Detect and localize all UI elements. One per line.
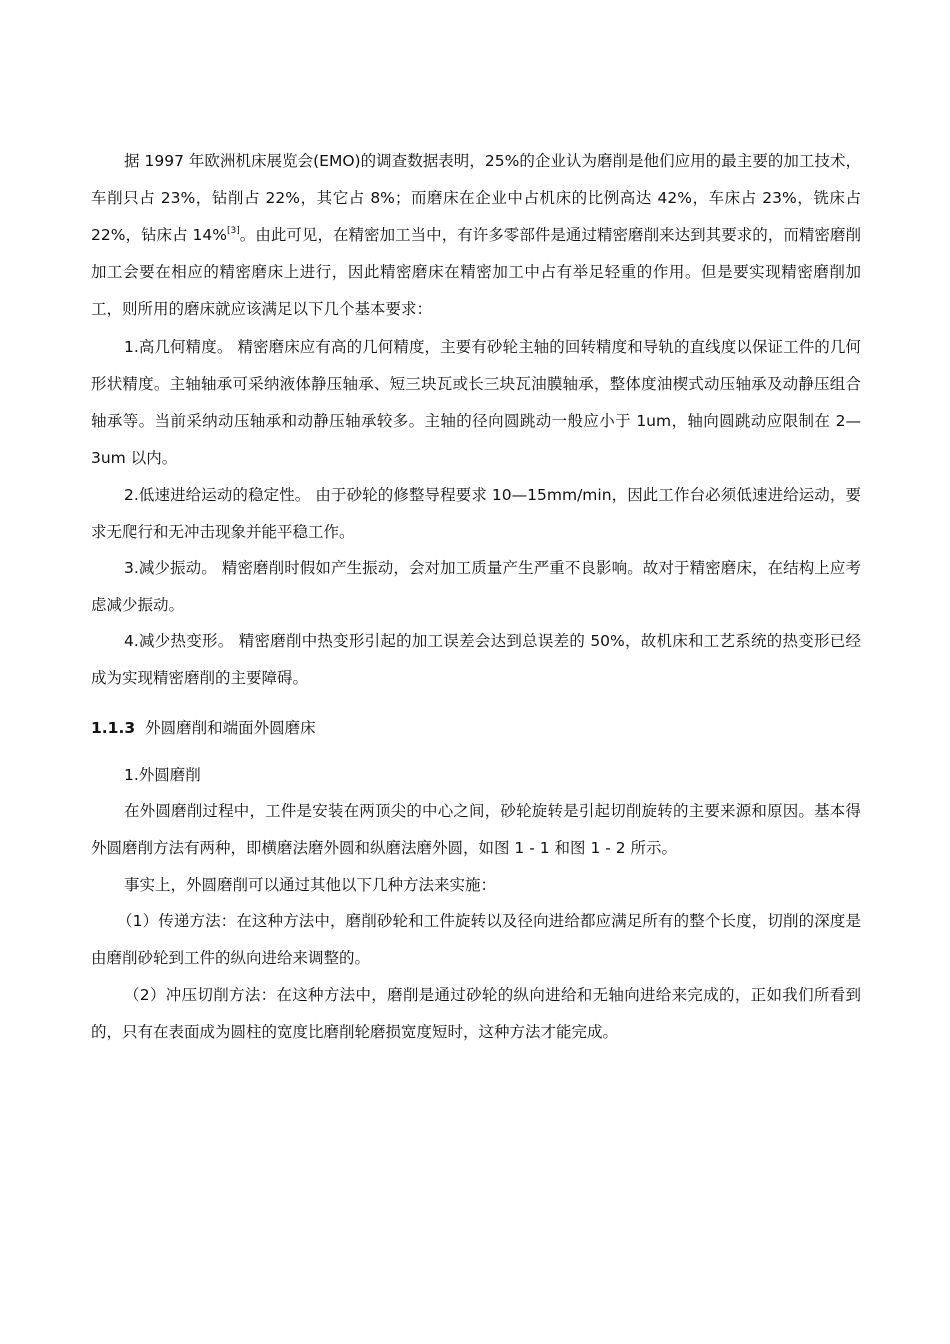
requirement-paragraph-4: 4.减少热变形。 精密磨削中热变形引起的加工误差会达到总误差的 50%，故机床和工艺系统的热变形已经成为实现精密磨削的主要障碍。 — [91, 632, 861, 687]
methods-intro: 事实上，外圆磨削可以通过其他以下几种方法来实施： — [124, 876, 497, 894]
citation-ref[interactable]: [3] — [227, 226, 240, 236]
intro-paragraph — [91, 143, 861, 328]
intro-text-part2: 。由此可见，在精密加工当中，有许多零部件是通过精密磨削来达到其要求的，而精密磨削加工会要在相应的精密磨床上进行，因此精密磨床在精密加工中占有举足轻重的作用。但是要实现精密磨削加工，则所用的磨床就应该满足以下几个基本要求： — [91, 226, 861, 318]
requirement-paragraph-3: 3.减少振动。 精密磨削时假如产生振动，会对加工质量产生严重不良影响。故对于精密磨床，在结构上应考虑减少振动。 — [91, 559, 861, 614]
requirement-paragraph-1: 1.高几何精度。 精密磨床应有高的几何精度，主要有砂轮主轴的回转精度和导轨的直线度以保证工件的几何形状精度。主轴轴承可采纳液体静压轴承、短三块瓦或长三块瓦油膜轴承，整体度油楔式动压轴承及动静压组合轴承等。当前采纳动压轴承和动静压轴承较多。主轴的径向圆跳动一般应小于 1um，轴向圆跳动应限制在 2—3um 以内。 — [91, 338, 861, 467]
method-1-paragraph: （1）传递方法：在这种方法中，磨削砂轮和工件旋转以及径向进给都应满足所有的整个长度，切削的深度是由磨削砂轮到工件的纵向进给来调整的。 — [91, 912, 861, 967]
method-2-paragraph: （2）冲压切削方法：在这种方法中，磨削是通过砂轮的纵向进给和无轴向进给来完成的，正如我们所看到的，只有在表面成为圆柱的宽度比磨削轮磨损宽度短时，这种方法才能完成。 — [91, 986, 861, 1041]
grinding-paragraph: 在外圆磨削过程中，工件是安装在两顶尖的中心之间，砂轮旋转是引起切削旋转的主要来源和原因。基本得外圆磨削方法有两种，即横磨法磨外圆和纵磨法磨外圆，如图 1 - 1 和图 1 - 2 所示。 — [91, 802, 861, 857]
section-heading — [91, 716, 316, 740]
subsection-title: 1.外圆磨削 — [124, 766, 201, 784]
section-title: 外圆磨削和端面外圆磨床 — [145, 719, 316, 737]
intro-text-part1: 据 1997 年欧洲机床展览会(EMO)的调查数据表明，25%的企业认为磨削是他们应用的最主要的加工技术，车削只占 23%，钻削占 22%，其它占 8%；而磨床在企业中占机床的比例高达 42%，车床占 23%，铣床占 22%，钻床占 14% — [91, 152, 861, 244]
section-number: 1.1.3 — [91, 719, 136, 737]
requirement-paragraph-2: 2.低速进给运动的稳定性。 由于砂轮的修整导程要求 10—15mm/min，因此工作台必须低速进给运动，要求无爬行和无冲击现象并能平稳工作。 — [91, 486, 861, 541]
